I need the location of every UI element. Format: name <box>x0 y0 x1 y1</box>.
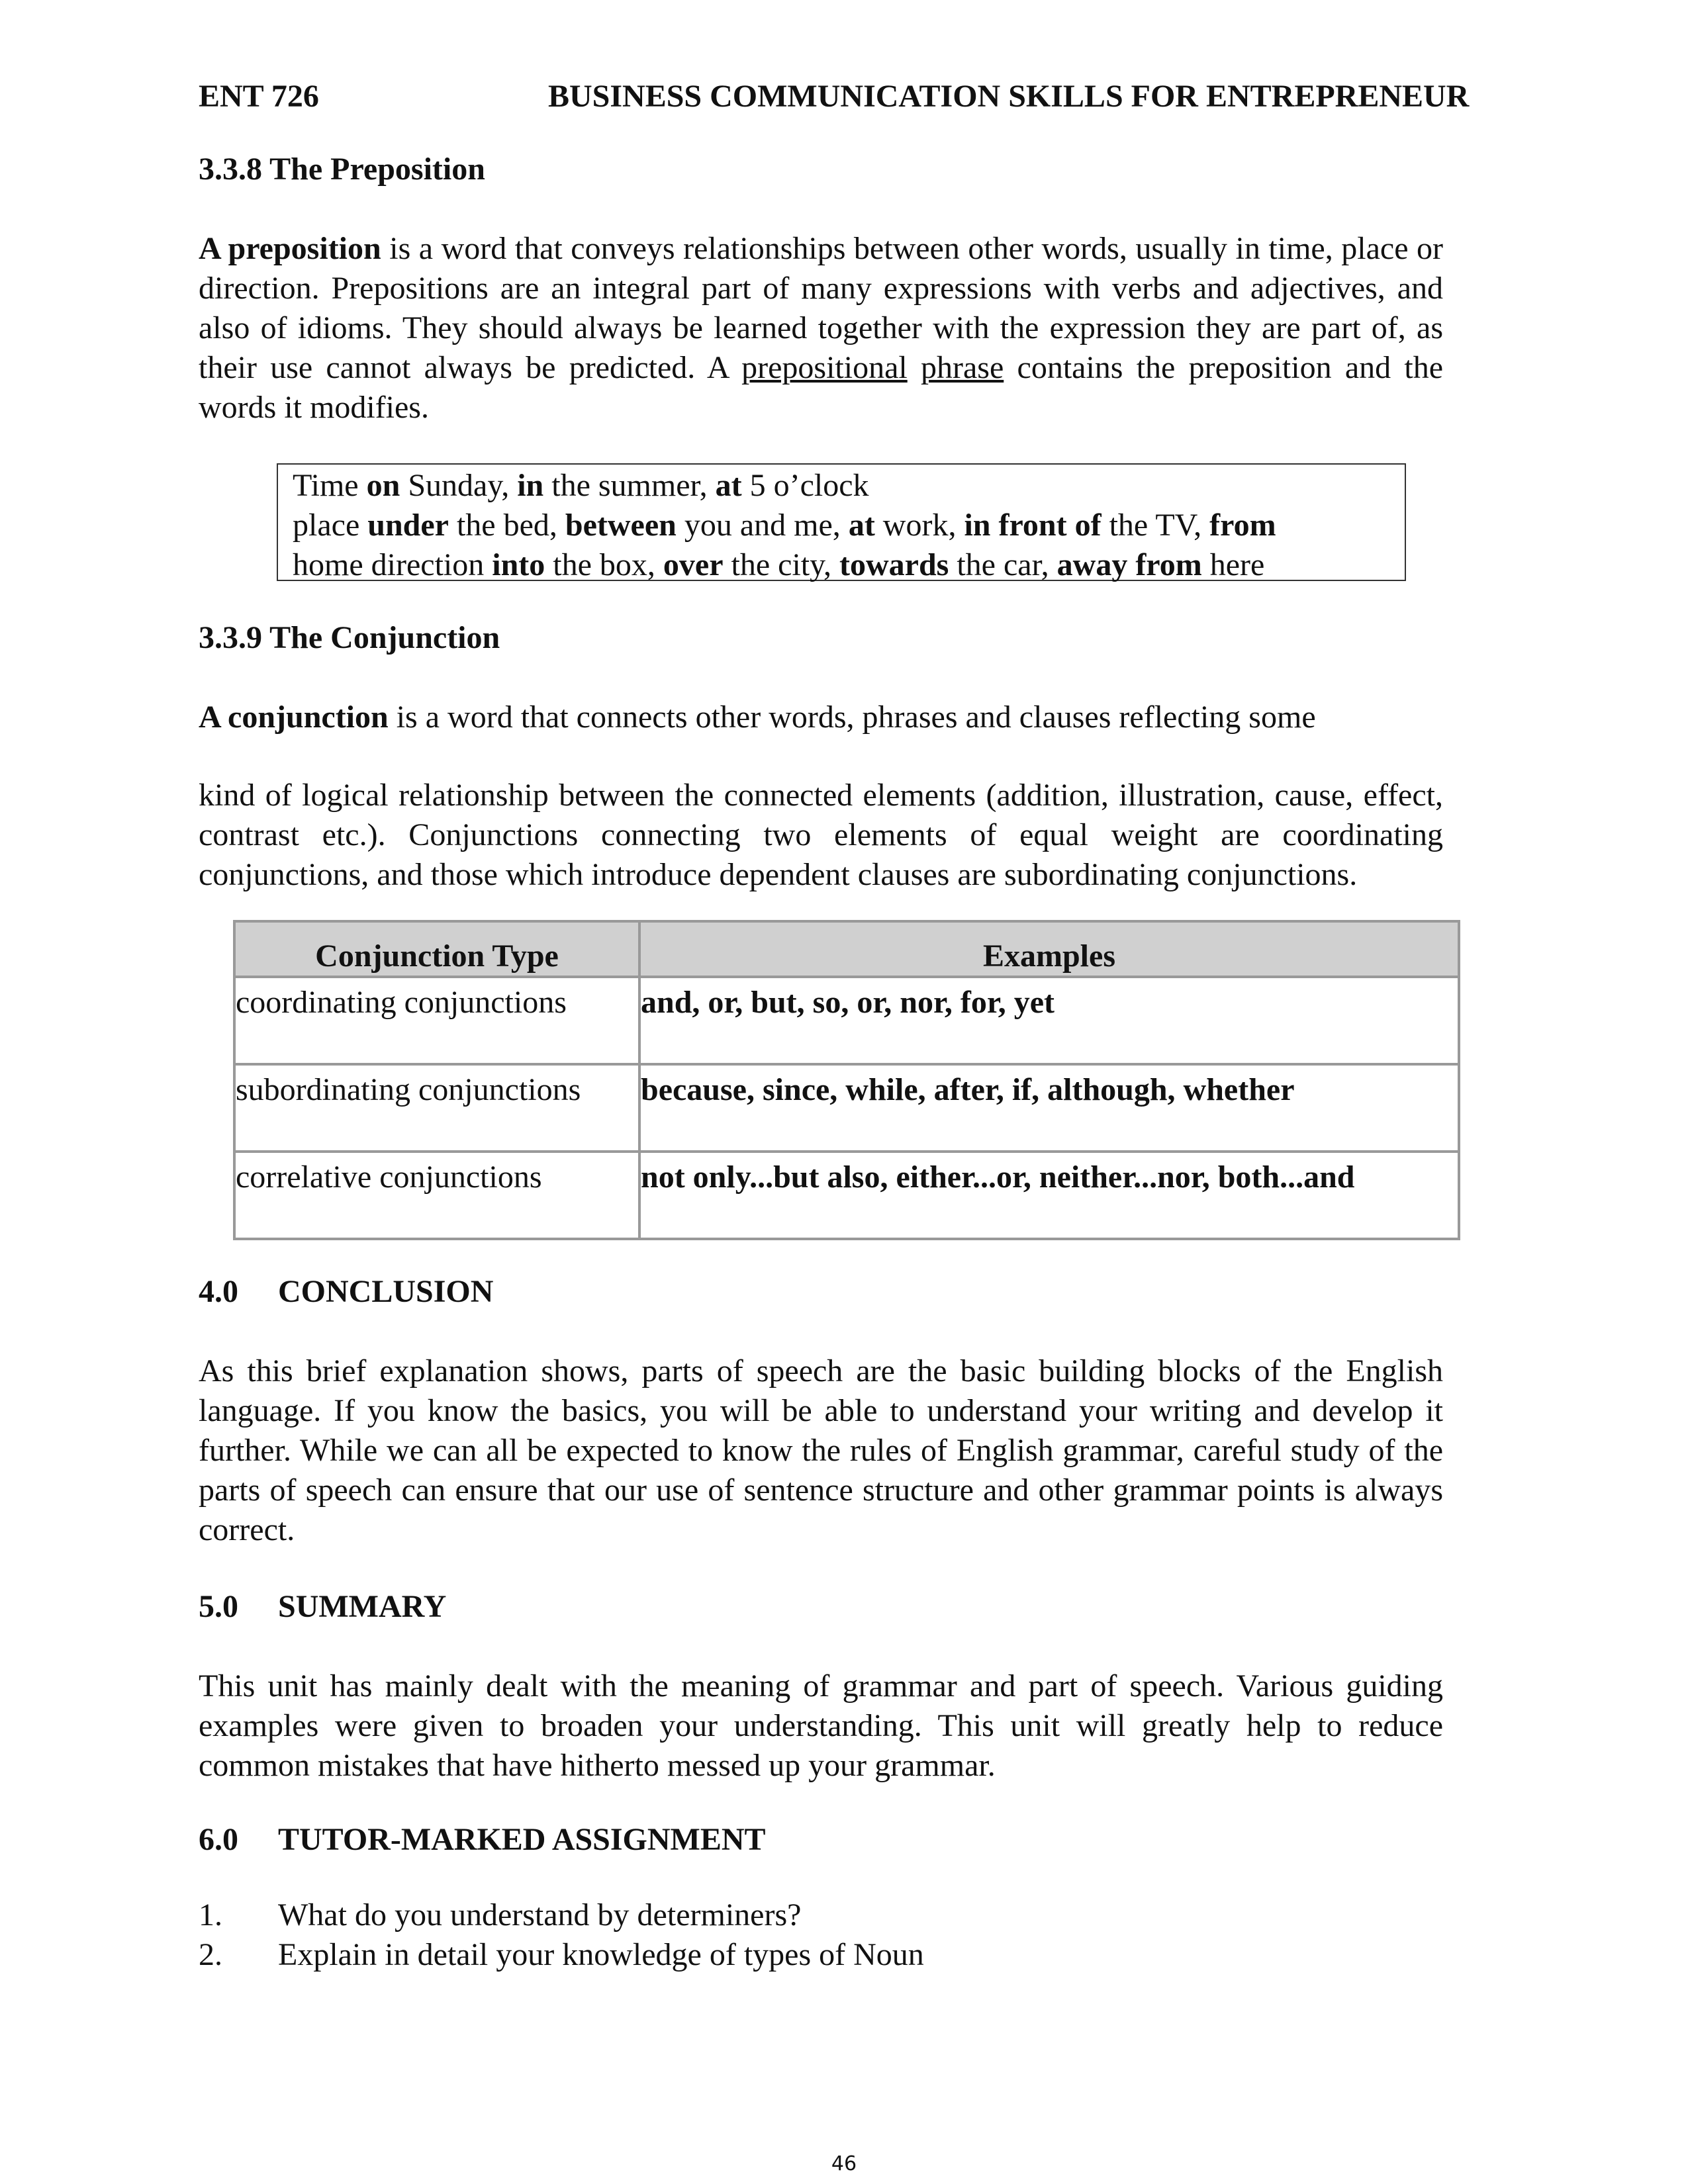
examples-cell: and, or, but, so, or, nor, for, yet <box>639 977 1459 1064</box>
type-cell: coordinating conjunctions <box>234 977 639 1064</box>
list-item-number: 2. <box>199 1937 222 1972</box>
table-header-row <box>234 921 1459 977</box>
summary-heading: SUMMARY <box>278 1589 447 1624</box>
conjunction-table <box>233 920 1460 1240</box>
example-line-place: place under the bed, between you and me, at work, in front of the TV, from <box>293 508 1276 543</box>
assignment-number: 6.0 <box>199 1822 238 1857</box>
conclusion-paragraph: As this brief explanation shows, parts of speech are the basic building blocks of the English language. If you know the basics, you will be able to understand your writing and develop it further. While we can all be expected to know the rules of English grammar, careful study of the parts of speech can ensure that our use of sentence structure and other grammar points is always correct. <box>199 1353 1443 1547</box>
table-row <box>234 977 1459 1064</box>
preposition-term: A preposition <box>199 231 381 266</box>
page-number: 46 <box>831 2152 857 2175</box>
type-cell: correlative conjunctions <box>234 1152 639 1239</box>
course-title: BUSINESS COMMUNICATION SKILLS FOR ENTREPRENEUR <box>548 79 1470 114</box>
conclusion-heading: CONCLUSION <box>278 1274 494 1309</box>
preposition-paragraph: A preposition is a word that conveys relationships between other words, usually in time, place or direction. Prepositions are an integral part of many expressions with verbs and adjectives, and also of idioms. They should always be learned together with the expression they are part of, as their use cannot always be predicted. A prepositional phrase contains the preposition and the words it modifies. <box>199 231 1444 425</box>
preposition-examples-box <box>277 463 1406 581</box>
list-item: What do you understand by determiners? <box>278 1897 802 1933</box>
examples-cell: not only...but also, either...or, neither...nor, both...and <box>639 1152 1459 1239</box>
conjunction-intro: A conjunction is a word that connects other words, phrases and clauses reflecting some <box>199 700 1316 735</box>
list-item-number: 1. <box>199 1897 222 1933</box>
summary-number: 5.0 <box>199 1589 238 1624</box>
example-line-direction: home direction into the box, over the city, towards the car, away from here <box>293 547 1265 582</box>
list-item: Explain in detail your knowledge of types of Noun <box>278 1937 924 1972</box>
type-cell: subordinating conjunctions <box>234 1064 639 1152</box>
prepositional-link: prepositional <box>741 350 908 385</box>
conjunction-term: A conjunction <box>199 700 389 735</box>
phrase-link: phrase <box>921 350 1004 385</box>
column-header-type: Conjunction Type <box>234 921 639 977</box>
course-code: ENT 726 <box>199 79 319 114</box>
table-row <box>234 1064 1459 1152</box>
preposition-heading: 3.3.8 The Preposition <box>199 152 485 187</box>
conclusion-number: 4.0 <box>199 1274 238 1309</box>
example-line-time: Time on Sunday, in the summer, at 5 o’clock <box>293 468 869 503</box>
table-row <box>234 1152 1459 1239</box>
conjunction-heading: 3.3.9 The Conjunction <box>199 620 500 655</box>
summary-paragraph: This unit has mainly dealt with the meaning of grammar and part of speech. Various guiding examples were given to broaden your understanding. This unit will greatly help to reduce common mistakes that have hitherto messed up your grammar. <box>199 1668 1443 1783</box>
examples-cell: because, since, while, after, if, although, whether <box>639 1064 1459 1152</box>
assignment-heading: TUTOR-MARKED ASSIGNMENT <box>278 1822 766 1857</box>
conjunction-paragraph: kind of logical relationship between the connected elements (addition, illustration, cause, effect, contrast etc.). Conjunctions connecting two elements of equal weight are coordinating conjunctions, and those which introduce dependent clauses are subordinating conjunctions. <box>199 778 1443 892</box>
column-header-examples: Examples <box>639 921 1459 977</box>
